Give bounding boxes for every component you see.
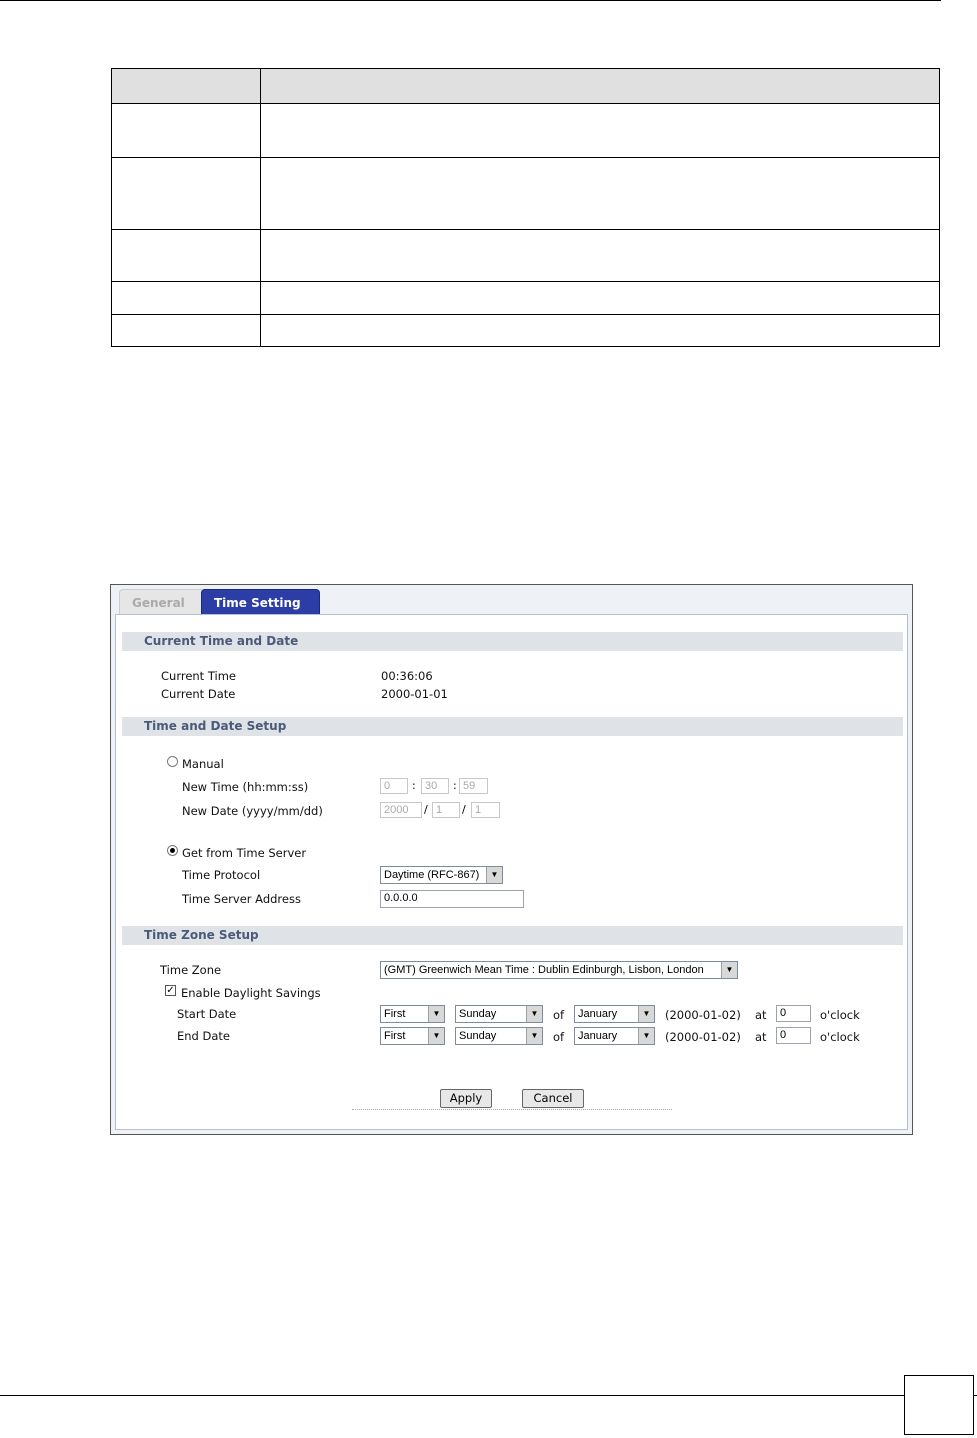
time-protocol-select[interactable] [380, 866, 503, 884]
chevron-down-icon: ▼ [721, 962, 737, 978]
table-cell [261, 158, 940, 230]
start-of-label: of [553, 1008, 565, 1022]
end-week-value: First [384, 1030, 406, 1042]
field-description-table [111, 68, 940, 347]
end-at-label: at [755, 1030, 767, 1044]
table-cell [261, 282, 940, 315]
end-month-select[interactable] [574, 1027, 655, 1045]
start-day-value: Sunday [459, 1008, 497, 1020]
end-oclock-label: o'clock [820, 1030, 860, 1044]
start-day-select[interactable] [455, 1005, 543, 1023]
manual-label: Manual [182, 757, 224, 771]
tab-general[interactable]: General [119, 589, 210, 617]
time-date-setup-heading: Time and Date Setup [122, 717, 903, 736]
time-server-radio[interactable] [167, 845, 178, 856]
time-server-label: Get from Time Server [182, 846, 307, 860]
date-separator: / [462, 803, 466, 816]
table-header-cell [261, 69, 940, 104]
daylight-savings-checkbox[interactable]: ✓ [166, 985, 175, 996]
table-cell [112, 158, 261, 230]
chevron-down-icon: ▼ [486, 867, 502, 883]
current-date-value: 2000-01-01 [381, 687, 448, 701]
time-zone-label: Time Zone [160, 963, 222, 977]
chevron-down-icon: ▼ [428, 1006, 444, 1022]
chevron-down-icon: ▼ [428, 1028, 444, 1044]
footer-rule [0, 1395, 977, 1396]
new-date-month-input[interactable]: 1 [432, 802, 460, 818]
table-cell [112, 104, 261, 158]
new-time-hour-input[interactable]: 0 [380, 778, 408, 794]
end-month-value: January [578, 1030, 618, 1042]
header-rule [0, 0, 941, 1]
start-date-label: Start Date [177, 1007, 237, 1021]
current-date-label: Current Date [161, 687, 236, 701]
end-day-value: Sunday [459, 1030, 497, 1042]
time-zone-value: (GMT) Greenwich Mean Time : Dublin Edinburgh, Lisbon, London [384, 964, 704, 976]
end-day-select[interactable] [455, 1027, 543, 1045]
end-date-label: End Date [177, 1029, 230, 1043]
current-time-value: 00:36:06 [381, 669, 433, 683]
table-cell [112, 315, 261, 347]
end-of-label: of [553, 1030, 565, 1044]
start-month-value: January [578, 1008, 618, 1020]
time-separator: : [453, 779, 457, 792]
table-cell [261, 230, 940, 282]
new-time-minute-input[interactable]: 30 [421, 778, 449, 794]
start-hour-input[interactable]: 0 [776, 1005, 811, 1022]
start-month-select[interactable] [574, 1005, 655, 1023]
manual-radio[interactable] [167, 756, 178, 767]
page-number-box [904, 1375, 974, 1435]
time-server-address-label: Time Server Address [182, 892, 301, 906]
new-time-second-input[interactable]: 59 [459, 778, 488, 794]
start-week-value: First [384, 1008, 406, 1020]
end-week-select[interactable] [380, 1027, 445, 1045]
table-cell [261, 104, 940, 158]
time-separator: : [412, 779, 416, 792]
table-cell [112, 282, 261, 315]
time-zone-setup-heading: Time Zone Setup [122, 926, 903, 945]
apply-button[interactable]: Apply [440, 1089, 492, 1108]
chevron-down-icon: ▼ [638, 1006, 654, 1022]
table-cell [261, 315, 940, 347]
start-date-preview: (2000-01-02) [665, 1008, 741, 1022]
time-zone-select[interactable] [380, 961, 738, 979]
time-protocol-value: Daytime (RFC-867) [384, 869, 480, 881]
end-date-preview: (2000-01-02) [665, 1030, 741, 1044]
chevron-down-icon: ▼ [526, 1006, 542, 1022]
start-at-label: at [755, 1008, 767, 1022]
table-cell [112, 230, 261, 282]
new-date-year-input[interactable]: 2000 [380, 802, 422, 818]
end-hour-input[interactable]: 0 [776, 1027, 811, 1044]
new-time-label: New Time (hh:mm:ss) [182, 780, 309, 794]
current-time-heading: Current Time and Date [122, 632, 903, 651]
date-separator: / [424, 803, 428, 816]
cancel-button[interactable]: Cancel [522, 1089, 584, 1108]
start-oclock-label: o'clock [820, 1008, 860, 1022]
new-date-day-input[interactable]: 1 [471, 802, 500, 818]
daylight-savings-label: Enable Daylight Savings [181, 986, 321, 1000]
button-divider [352, 1109, 672, 1110]
tab-time-setting[interactable]: Time Setting [201, 589, 320, 617]
chevron-down-icon: ▼ [638, 1028, 654, 1044]
new-date-label: New Date (yyyy/mm/dd) [182, 804, 323, 818]
time-protocol-label: Time Protocol [182, 868, 261, 882]
table-header-cell [112, 69, 261, 104]
chevron-down-icon: ▼ [526, 1028, 542, 1044]
time-setting-panel [115, 614, 908, 1130]
time-server-address-input[interactable]: 0.0.0.0 [380, 890, 524, 908]
time-setting-screenshot [110, 584, 913, 1135]
current-time-label: Current Time [161, 669, 236, 683]
start-week-select[interactable] [380, 1005, 445, 1023]
